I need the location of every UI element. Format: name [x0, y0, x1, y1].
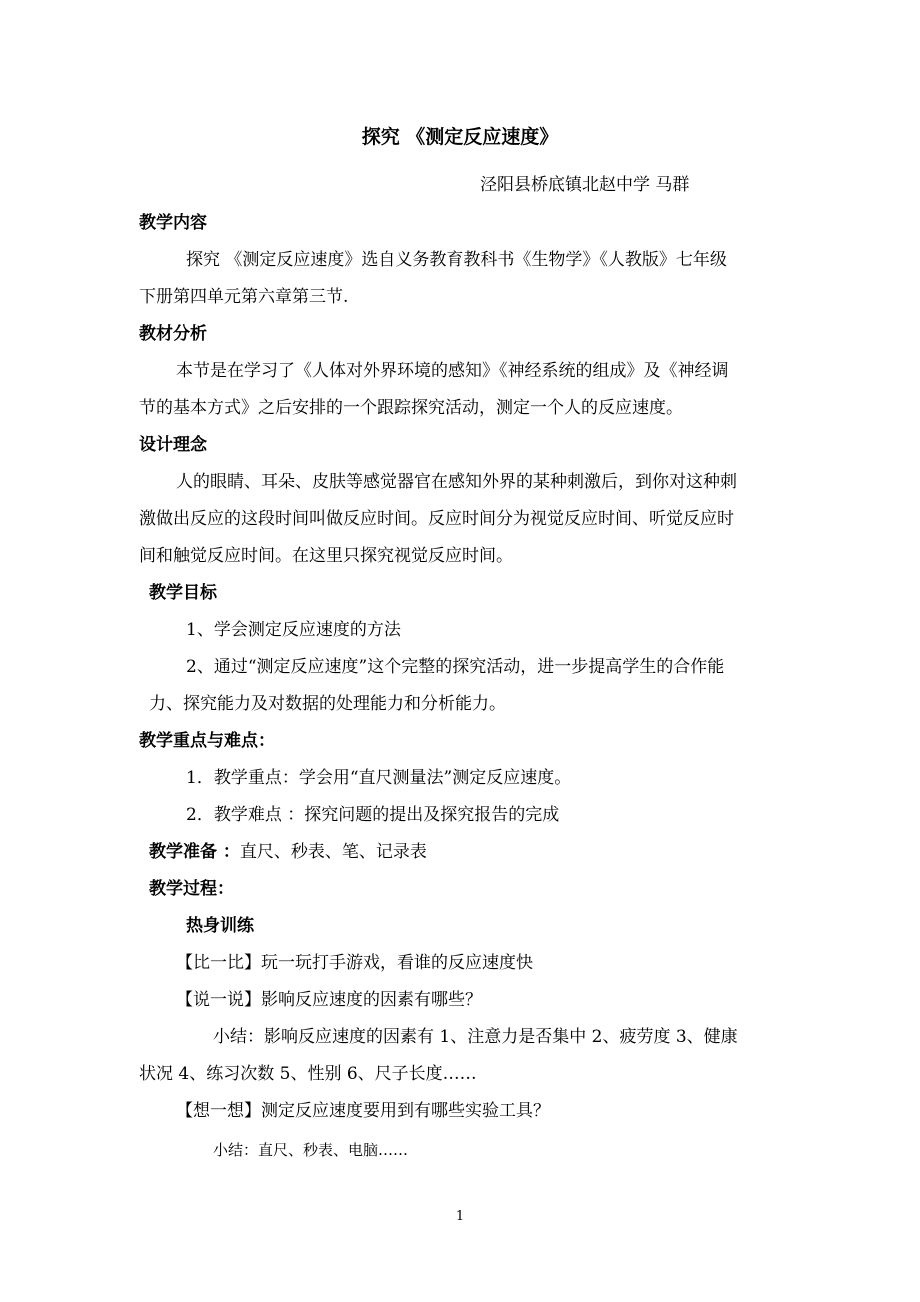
document-title: 探究 《测定反应速度》	[361, 126, 559, 148]
activity-compare: 【比一比】玩一玩打手游戏，看谁的反应速度快	[176, 953, 533, 973]
subheading-warmup: 热身训练	[186, 916, 254, 936]
paragraph-line: 间和触觉反应时间。在这里只探究视觉反应时间。	[139, 546, 513, 566]
paragraph-line: 本节是在学习了《人体对外界环境的感知》《神经系统的组成》及《神经调	[176, 361, 729, 381]
summary-line: 小结：直尺、秒表、电脑……	[213, 1141, 409, 1159]
section-heading-keypoints: 教学重点与难点：	[139, 731, 275, 751]
paragraph-line: 探究 《测定反应速度》选自义务教育教科书《生物学》《人教版》七年级	[186, 250, 727, 270]
section-heading-design: 设计理念	[139, 435, 207, 455]
activity-think: 【想一想】测定反应速度要用到有哪些实验工具？	[176, 1101, 550, 1121]
paragraph-line: 人的眼睛、耳朵、皮肤等感觉器官在感知外界的某种刺激后，到你对这种刺	[176, 472, 737, 492]
keypoint-item: 1．教学重点：学会用“直尺测量法”测定反应速度。	[186, 768, 572, 788]
paragraph-line: 下册第四单元第六章第三节.	[139, 287, 349, 307]
section-heading-prep: 教学准备 ：	[149, 842, 240, 862]
section-heading-process: 教学过程：	[149, 879, 234, 899]
paragraph-line: 激做出反应的这段时间叫做反应时间。反应时间分为视觉反应时间、听觉反应时	[139, 509, 734, 529]
summary-line: 小结：影响反应速度的因素有 1、注意力是否集中 2、疲劳度 3、健康	[213, 1027, 738, 1047]
keypoint-item: 2．教学难点 ：探究问题的提出及探究报告的完成	[186, 805, 560, 825]
goal-item: 1、学会测定反应速度的方法	[186, 620, 401, 640]
paragraph-line: 力、探究能力及对数据的处理能力和分析能力。	[149, 694, 506, 714]
summary-line: 状况 4、练习次数 5、性别 6、尺子长度……	[139, 1064, 477, 1084]
section-heading-analysis: 教材分析	[139, 324, 207, 344]
section-heading-content: 教学内容	[139, 213, 207, 233]
activity-say: 【说一说】影响反应速度的因素有哪些？	[176, 990, 482, 1010]
goal-item: 2、通过“测定反应速度”这个完整的探究活动，进一步提高学生的合作能	[186, 657, 725, 677]
section-heading-goals: 教学目标	[149, 583, 217, 603]
paragraph-line: 节的基本方式》之后安排的一个跟踪探究活动，测定一个人的反应速度。	[139, 398, 683, 418]
page-number: 1	[455, 1209, 465, 1224]
author-line: 泾阳县桥底镇北赵中学 马群	[480, 175, 690, 195]
prep-line	[149, 841, 427, 863]
prep-text: 直尺、秒表、笔、记录表	[239, 842, 427, 862]
